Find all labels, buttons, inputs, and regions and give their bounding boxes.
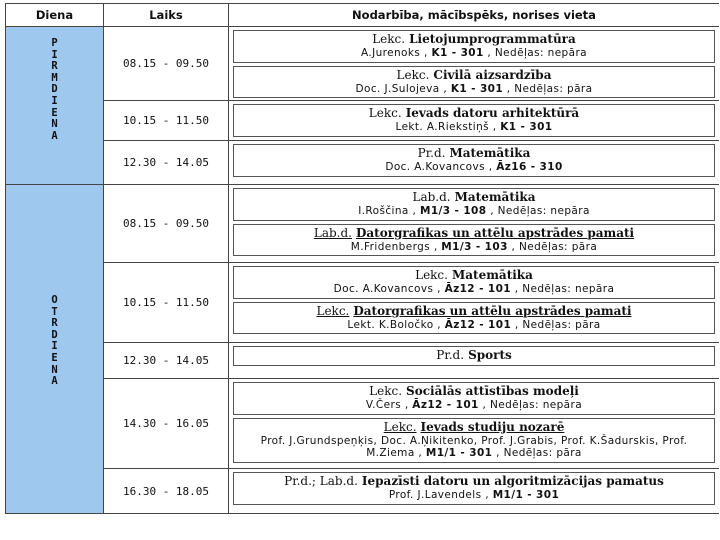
activity-cell [229, 263, 720, 343]
course-title [236, 146, 712, 161]
course-type: Pr.d. [417, 146, 446, 160]
day-letter: O [51, 294, 58, 306]
course-details: Doc. J.Sulojeva , K1 - 301 , Nedēļas: pāra [355, 82, 593, 95]
activity-cell [229, 469, 720, 514]
room-location: Āz12 - 101 [444, 318, 512, 331]
lecturer-name: I.Roščina [358, 205, 409, 217]
course-entry [233, 188, 715, 221]
course-title [236, 68, 712, 83]
day-letter: A [51, 375, 58, 388]
time-cell: 10.15 - 11.50 [104, 101, 229, 141]
lecturer-name: Doc. A.Kovancovs [333, 283, 434, 295]
lecturer-name: Prof. J.Lavendels [388, 489, 482, 501]
week-parity: Nedēļas: nepāra [497, 205, 590, 217]
course-type: Lekc. [396, 67, 430, 82]
room-location: M1/1 - 301 [492, 489, 560, 501]
course-entry [233, 144, 715, 177]
slot-row [6, 101, 720, 141]
room-location: K1 - 301 [450, 82, 504, 95]
course-type: Pr.d. [436, 348, 465, 362]
week-parity: Nedēļas: pāra [519, 240, 598, 253]
course-type: Lekc. [383, 419, 417, 434]
course-details: Lekt. A.Riekstiņš , K1 - 301 [395, 121, 553, 133]
course-type: Lekc. [415, 268, 448, 282]
course-entry [233, 382, 715, 415]
room-location: M1/3 - 108 [419, 205, 487, 217]
course-entry [233, 66, 715, 99]
course-entry [233, 104, 715, 137]
course-details: Lekt. K.Boločko , Āz12 - 101 , Nedēļas: pāra [347, 318, 601, 331]
course-name: Lietojumprogrammatūra [409, 32, 576, 46]
room-location: Āz12 - 101 [412, 399, 479, 411]
course-name: Matemātika [449, 146, 531, 160]
course-title [236, 384, 712, 399]
activity-cell [229, 379, 720, 469]
week-parity: Nedēļas: nepāra [489, 399, 583, 411]
time-cell: 16.30 - 18.05 [104, 469, 229, 514]
week-parity: Nedēļas: pāra [522, 318, 601, 331]
lecturer-name: V.Čers [365, 399, 402, 411]
day-letter: R [51, 317, 58, 330]
header-time: Laiks [104, 4, 229, 27]
course-name[interactable]: Datorgrafikas un attēlu apstrādes pamati [355, 225, 635, 240]
day-letter: A [51, 129, 58, 142]
room-location: M1/1 - 301 [425, 447, 493, 459]
course-type: Lekc. [372, 32, 406, 46]
day-cell [6, 27, 104, 185]
activity-cell [229, 101, 720, 141]
course-name: Iepazīsti datoru un algoritmizācijas pamatus [361, 474, 664, 488]
header-activity: Nodarbība, mācībspēks, norises vieta [229, 4, 720, 27]
time-cell: 08.15 - 09.50 [104, 27, 229, 101]
day-letter: N [51, 363, 58, 376]
course-name: Sociālās attīstības modeļi [406, 384, 579, 398]
course-entry [233, 346, 715, 366]
lecturer-name: Lekt. A.Riekstiņš [395, 121, 490, 133]
lecturer-name: Doc. A.Kovancovs [385, 161, 485, 173]
course-type: Lekc. [369, 384, 403, 398]
course-type: Lab.d. [313, 225, 352, 240]
course-name: Civilā aizsardzība [433, 67, 552, 82]
day-letter: I [51, 94, 58, 107]
time-cell: 14.30 - 16.05 [104, 379, 229, 469]
week-parity: Nedēļas: nepāra [522, 283, 615, 295]
course-details: I.Roščina , M1/3 - 108 , Nedēļas: nepāra [358, 205, 590, 217]
day-cell [6, 185, 104, 514]
timetable [5, 3, 719, 514]
course-title [236, 268, 712, 283]
course-entry [233, 472, 715, 505]
course-details: M.Fridenbergs , M1/3 - 103 , Nedēļas: pāra [350, 240, 598, 253]
course-details: Prof. J.Lavendels , M1/1 - 301 [388, 489, 560, 501]
course-title [236, 348, 712, 363]
slot-row [6, 343, 720, 379]
course-title[interactable] [236, 420, 712, 435]
course-type: Lekc. [368, 106, 402, 120]
slot-row [6, 185, 720, 263]
course-details: Doc. A.Kovancovs , Āz12 - 101 , Nedēļas: nepāra [333, 283, 615, 295]
slot-row [6, 263, 720, 343]
day-letter: R [51, 60, 58, 73]
course-entry [233, 266, 715, 299]
day-letter: P [51, 37, 58, 49]
course-name: Sports [468, 348, 512, 362]
course-type: Pr.d.; Lab.d. [284, 474, 358, 488]
course-details: Doc. A.Kovancovs , Āz16 - 310 [385, 161, 563, 173]
course-title [236, 106, 712, 121]
timetable-body [6, 27, 720, 514]
course-type: Lekc. [316, 303, 350, 318]
room-location: K1 - 301 [500, 121, 553, 133]
lecturer-name: Doc. J.Sulojeva [355, 82, 440, 95]
day-letter: E [51, 106, 58, 119]
room-location: M1/3 - 103 [441, 240, 508, 253]
room-location: Āz16 - 310 [496, 161, 563, 173]
lecturer-name: A.Jurenoks [360, 47, 421, 59]
day-letter: T [51, 305, 58, 318]
course-entry [233, 418, 715, 463]
day-letter: D [51, 83, 58, 96]
lecturer-name: Lekt. K.Boločko [347, 318, 434, 331]
time-cell: 12.30 - 14.05 [104, 343, 229, 379]
course-details: V.Čers , Āz12 - 101 , Nedēļas: nepāra [365, 399, 583, 411]
course-name: Ievads datoru arhitektūrā [405, 106, 580, 120]
slot-row [6, 379, 720, 469]
header-row [6, 4, 720, 27]
day-letter: N [51, 118, 58, 131]
time-cell: 10.15 - 11.50 [104, 263, 229, 343]
course-type: Lab.d. [412, 190, 451, 204]
course-title[interactable] [236, 304, 712, 319]
room-location: K1 - 301 [431, 47, 484, 59]
course-details: A.Jurenoks , K1 - 301 , Nedēļas: nepāra [360, 47, 588, 59]
course-entry [233, 224, 715, 257]
course-title [236, 474, 712, 489]
timetable-sheet [5, 3, 719, 540]
course-title[interactable] [236, 226, 712, 241]
time-cell: 08.15 - 09.50 [104, 185, 229, 263]
activity-cell [229, 185, 720, 263]
course-name[interactable]: Datorgrafikas un attēlu apstrādes pamati [353, 303, 632, 318]
activity-cell [229, 27, 720, 101]
day-letter: E [51, 351, 58, 364]
course-name: Matemātika [454, 190, 536, 204]
time-cell: 12.30 - 14.05 [104, 141, 229, 185]
course-entry [233, 302, 715, 335]
day-letter: I [51, 340, 58, 353]
day-letter: D [51, 328, 58, 341]
course-title [236, 190, 712, 205]
course-details: Prof. J.Grundspeņķis, Doc. A.Ņikitenko, Prof. J.Grabis, Prof. K.Šadurskis, Prof. M.Ziema , M1/1 - 301 , Nedēļas: pāra [260, 434, 688, 459]
activity-cell [229, 343, 720, 379]
week-parity: Nedēļas: pāra [503, 447, 582, 459]
lecturer-name: M.Fridenbergs [350, 240, 431, 253]
day-letter: M [51, 71, 58, 84]
header-day: Diena [6, 4, 104, 27]
course-title [236, 32, 712, 47]
week-parity: Nedēļas: nepāra [494, 47, 588, 59]
slot-row [6, 469, 720, 514]
week-parity: Nedēļas: pāra [514, 82, 593, 95]
lecturer-name: Prof. J.Grundspeņķis, Doc. A.Ņikitenko, Prof. J.Grabis, Prof. K.Šadurskis, Prof. M.Ziema [260, 434, 688, 459]
course-name[interactable]: Ievads studiju nozarē [420, 419, 565, 434]
slot-row [6, 27, 720, 101]
activity-cell [229, 141, 720, 185]
day-letter: I [51, 48, 58, 61]
slot-row [6, 141, 720, 185]
course-name: Matemātika [451, 268, 533, 282]
room-location: Āz12 - 101 [444, 283, 511, 295]
course-entry [233, 30, 715, 63]
